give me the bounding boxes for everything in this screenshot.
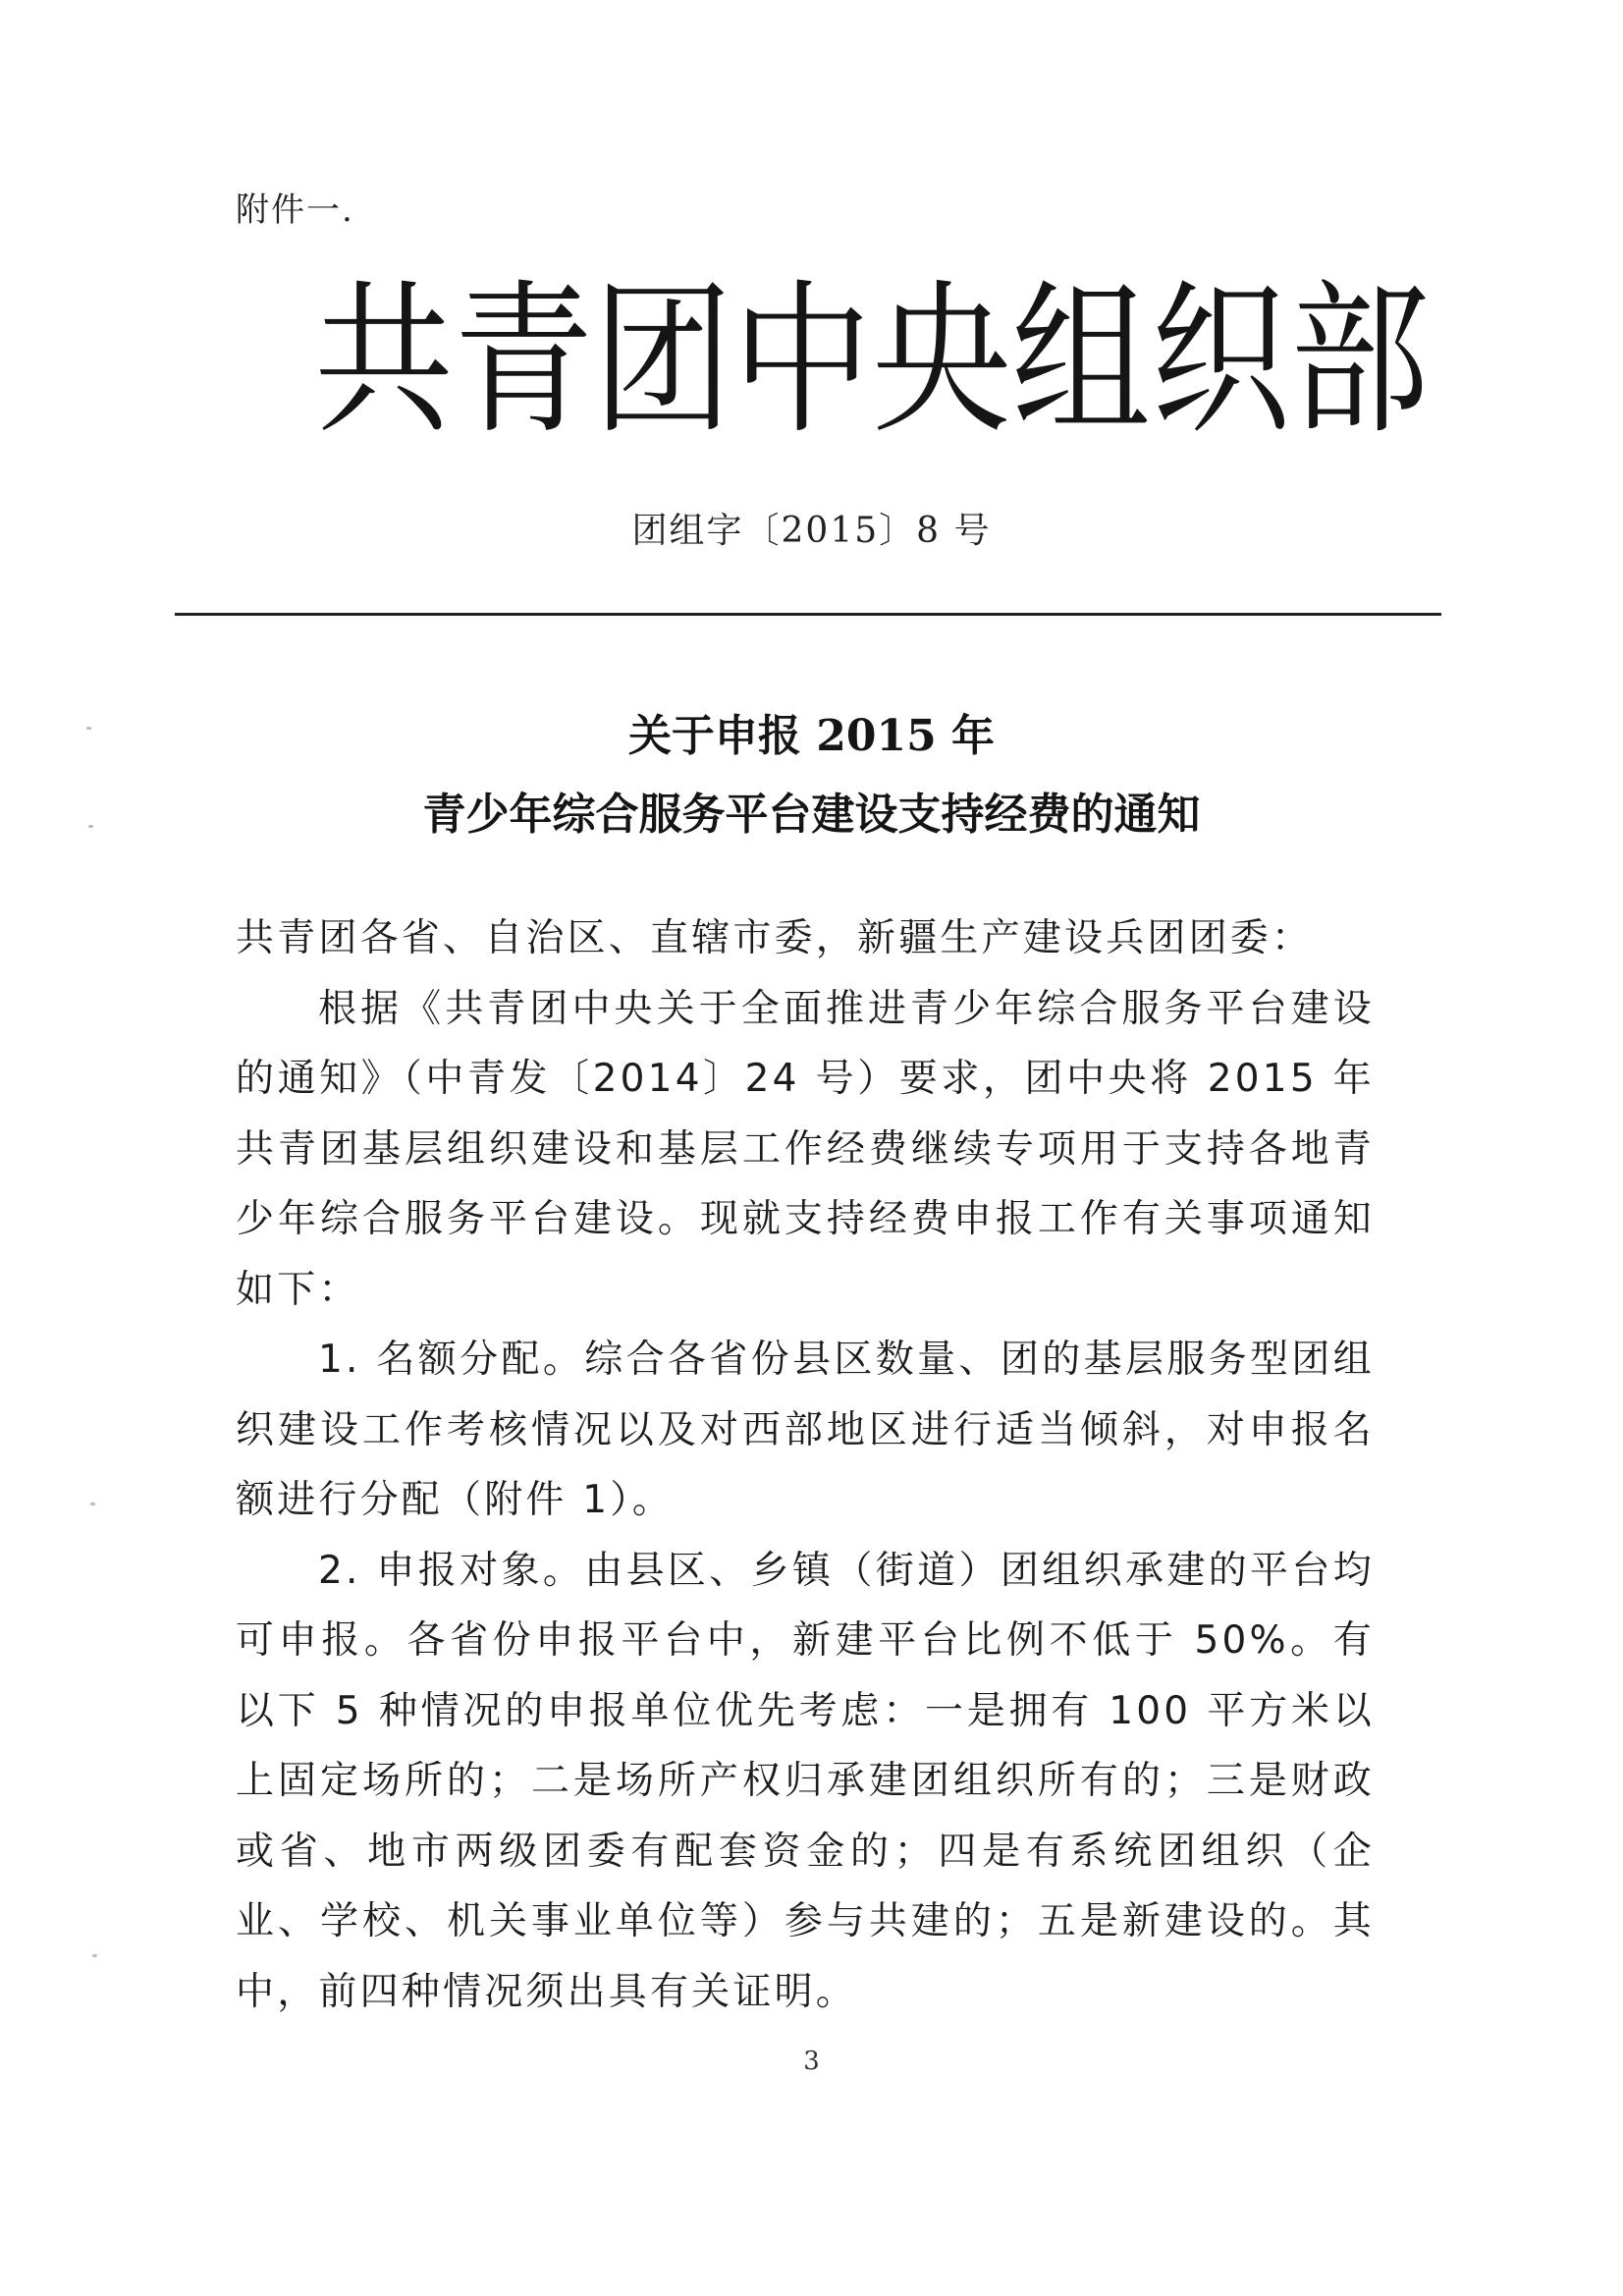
header-divider bbox=[175, 613, 1441, 616]
body-paragraph: 1. 名额分配。综合各省份县区数量、团的基层服务型团组织建设工作考核情况以及对西部地区进行适当倾斜，对申报名额进行分配（附件 1）。 bbox=[236, 1338, 1375, 1522]
scan-speck bbox=[86, 727, 91, 730]
org-header-char: 共 bbox=[314, 265, 454, 457]
body-paragraph: 2. 申报对象。由县区、乡镇（街道）团组织承建的平台均可申报。各省份申报平台中，新建平台比例不低于 50%。有以下 5 种情况的申报单位优先考虑：一是拥有 100 平方米以上固定场所的；二是场所产权归承建团组织所有的；三是财政或省、地市两级团委有配套资金的；四是有系统团组织（企业、学校、机关事业单位等）参与共建的；五是新建设的。其中，前四种情况须出具有关证明。 bbox=[236, 1548, 1375, 2014]
scan-speck bbox=[92, 1954, 97, 1957]
notice-title bbox=[0, 697, 1623, 854]
org-header-char: 部 bbox=[1290, 265, 1430, 457]
org-header-char: 织 bbox=[1151, 265, 1290, 457]
notice-title-line2: 青少年综合服务平台建设支持经费的通知 bbox=[422, 790, 1201, 840]
salutation: 共青团各省、自治区、直辖市委，新疆生产建设兵团团委： bbox=[236, 916, 1314, 960]
org-header-char: 中 bbox=[732, 265, 872, 457]
org-header-char: 组 bbox=[1011, 265, 1151, 457]
scan-speck bbox=[90, 1503, 95, 1505]
org-header-char: 青 bbox=[454, 265, 593, 457]
org-header-char: 团 bbox=[593, 265, 732, 457]
notice-body bbox=[236, 903, 1375, 2027]
notice-title-line1: 关于申报 2015 年 bbox=[627, 711, 996, 761]
org-header-char: 央 bbox=[872, 265, 1011, 457]
body-paragraph: 根据《共青团中央关于全面推进青少年综合服务平台建设的通知》（中青发〔2014〕24 号）要求，团中央将 2015 年共青团基层组织建设和基层工作经费继续专项用于支持各地青少年综合服务平台建设。现就支持经费申报工作有关事项通知如下： bbox=[236, 986, 1375, 1312]
document-number: 团组字〔2015〕8 号 bbox=[631, 511, 992, 551]
scan-speck bbox=[88, 825, 93, 828]
org-header bbox=[314, 257, 1430, 465]
page-number: 3 bbox=[803, 2047, 820, 2076]
attachment-label: 附件一. bbox=[236, 191, 354, 230]
